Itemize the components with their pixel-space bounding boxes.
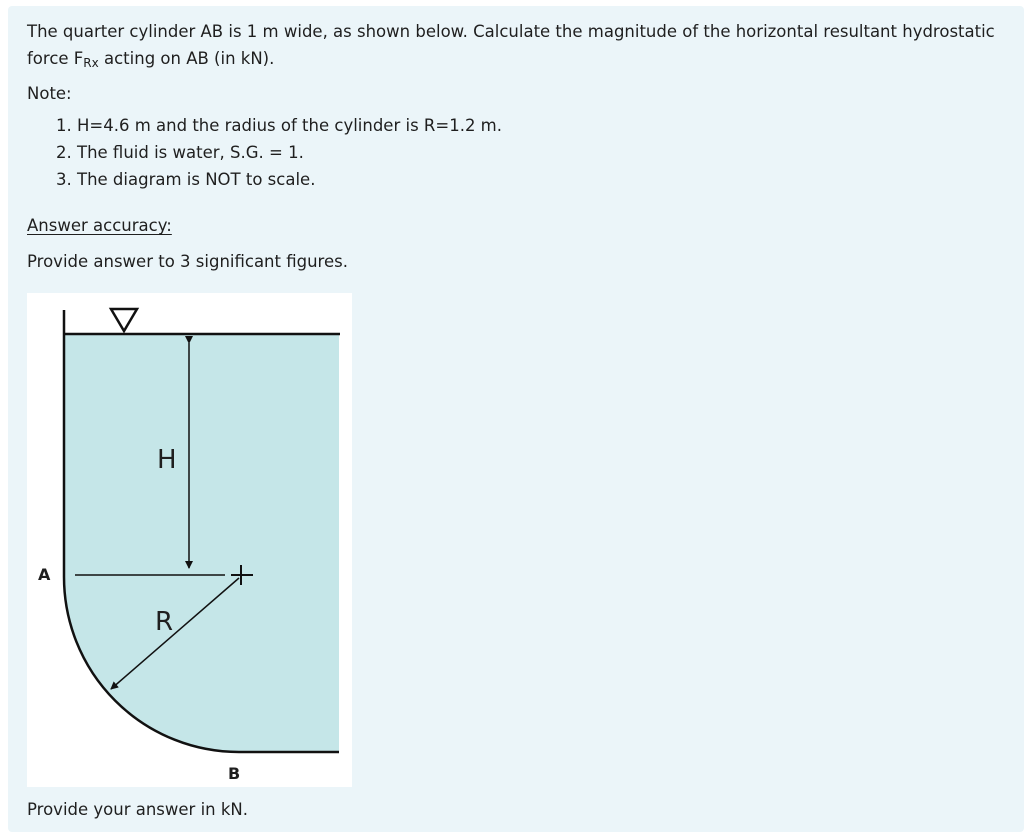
label-r: R: [155, 607, 174, 637]
note-item: 1. H=4.6 m and the radius of the cylinder is R=1.2 m.: [77, 112, 1012, 139]
question-text-part1: The quarter cylinder AB is 1 m wide, as shown below. Calculate the magnitude of the horizontal resultant hydrostatic force F: [27, 22, 995, 68]
question-text-part2: acting on AB (in kN).: [98, 49, 275, 68]
answer-accuracy-heading: Answer accuracy:: [27, 216, 172, 235]
question-content: [27, 18, 1012, 275]
quarter-cylinder-diagram: [27, 293, 352, 787]
question-text: [27, 18, 1012, 72]
diagram-svg: [27, 293, 352, 787]
force-subscript: Rx: [83, 56, 99, 70]
answer-accuracy-text: Provide answer to 3 significant figures.: [27, 252, 348, 271]
note-item: 2. The fluid is water, S.G. = 1.: [77, 139, 1012, 166]
label-h: H: [157, 445, 177, 475]
note-label: Note:: [27, 84, 72, 103]
label-b: B: [228, 764, 241, 783]
notes-list: [27, 112, 1012, 193]
answer-units-instruction: Provide your answer in kN.: [27, 800, 249, 819]
label-a: A: [38, 565, 51, 584]
inverted-triangle-icon: [111, 309, 137, 331]
note-item: 3. The diagram is NOT to scale.: [77, 166, 1012, 193]
